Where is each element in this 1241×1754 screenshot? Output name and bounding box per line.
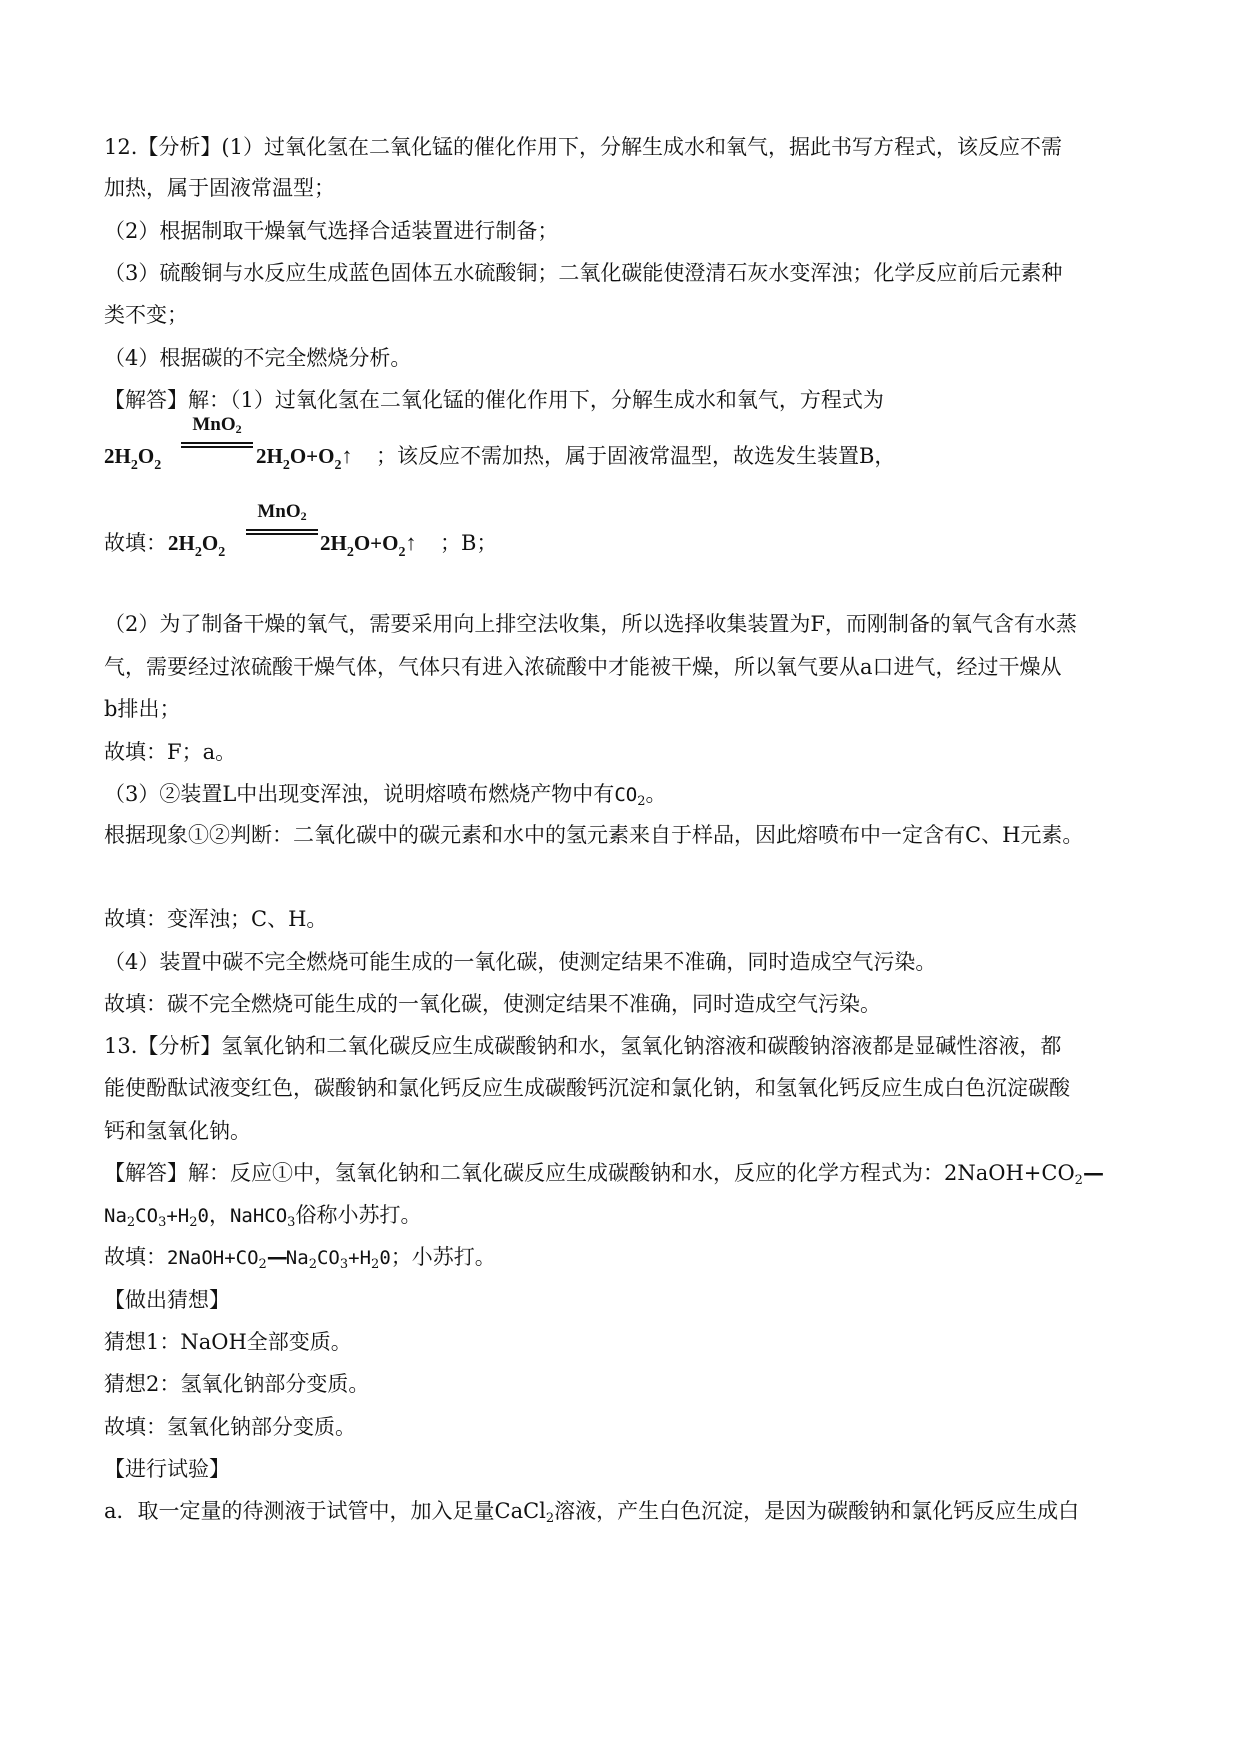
hypothesis-1: 猜想1：NaOH全部变质。 bbox=[104, 1330, 352, 1354]
q12-line-12: （3）②装置L中出现变浑浊，说明熔喷布燃烧产物中有$CO_2$。 bbox=[104, 782, 667, 809]
q12-line-16: 故填：碳不完全燃烧可能生成的一氧化碳，使测定结果不准确，同时造成空气污染。 bbox=[104, 992, 881, 1016]
equation-2-products: $2H_2O+O_2↑$ bbox=[320, 530, 417, 560]
q12-line-2: 加热，属于固液常温型； bbox=[104, 176, 335, 200]
hypothesis-2: 猜想2：氢氧化钠部分变质。 bbox=[104, 1372, 370, 1396]
q12-line-4: （3）硫酸铜与水反应生成蓝色固体五水硫酸铜；二氧化碳能使澄清石灰水变浑浊；化学反应前后元素种 bbox=[104, 261, 1063, 285]
answer-label: 故填： bbox=[104, 531, 167, 555]
q12-line-9: 气，需要经过浓硫酸干燥气体，气体只有进入浓硫酸中才能被干燥，所以氧气要从a口进气，经过干燥从 bbox=[104, 655, 1062, 679]
q13-line-5: $Na_2CO_3+H_20$，NaHCO$_3$俗称小苏打。 bbox=[104, 1203, 422, 1230]
q12-line-10: b排出； bbox=[104, 697, 181, 721]
q13-line-1: 13.【分析】氢氧化钠和二氧化碳反应生成碳酸钠和水，氢氧化钠溶液和碳酸钠溶液都是显碱性溶液，都 bbox=[104, 1034, 1062, 1058]
q13-line-6: 故填：$2NaOH+CO_2—Na_2CO_3+H_20$；小苏打。 bbox=[104, 1244, 496, 1272]
hypothesis-answer: 故填：氢氧化钠部分变质。 bbox=[104, 1415, 356, 1439]
q13-line-2: 能使酚酞试液变红色，碳酸钠和氯化钙反应生成碳酸钙沉淀和氯化钠，和氢氧化钙反应生成白色沉淀碳酸 bbox=[104, 1076, 1070, 1100]
q12-line-14: 故填：变浑浊；C、H。 bbox=[104, 907, 328, 931]
equation-2: $2H_2O_2$ bbox=[168, 531, 226, 560]
catalyst-mno2-1: MnO2 bbox=[181, 414, 253, 448]
q12-line-1: 12.【分析】(1）过氧化氢在二氧化锰的催化作用下，分解生成水和氧气，据此书写方程式，该反应不需 bbox=[104, 135, 1062, 159]
section-heading-experiment: 【进行试验】 bbox=[104, 1457, 230, 1481]
q12-line-8: （2）为了制备干燥的氧气，需要采用向上排空法收集，所以选择收集装置为F，而刚制备的氧气含有水蒸 bbox=[104, 612, 1077, 636]
gas-arrow-icon: ↑ bbox=[405, 530, 417, 555]
q13-line-4: 【解答】解：反应①中，氢氧化钠和二氧化碳反应生成碳酸钠和水，反应的化学方程式为：$2NaOH+CO_2—$ bbox=[104, 1160, 1102, 1188]
q13-line-3: 钙和氢氧化钠。 bbox=[104, 1119, 251, 1143]
equation-1-note: ；该反应不需加热，属于固液常温型，故选发生装置B， bbox=[376, 444, 896, 468]
q12-line-3: （2）根据制取干燥氧气选择合适装置进行制备； bbox=[104, 219, 559, 243]
experiment-step-a: a．取一定量的待测液于试管中，加入足量CaCl$_2$溶液，产生白色沉淀，是因为碳酸钠和氯化钙反应生成白 bbox=[104, 1499, 1080, 1526]
q12-line-15: （4）装置中碳不完全燃烧可能生成的一氧化碳，使测定结果不准确，同时造成空气污染。 bbox=[104, 950, 937, 974]
gas-arrow-icon: ↑ bbox=[341, 443, 353, 468]
equation-2-answer: ；B； bbox=[440, 531, 498, 555]
q12-line-5: 类不变； bbox=[104, 303, 188, 327]
equation-1: $2H_2O_2$ bbox=[104, 444, 162, 473]
q12-line-7: 【解答】解：（1）过氧化氢在二氧化锰的催化作用下，分解生成水和氧气，方程式为 bbox=[104, 388, 884, 412]
equation-1-products: $2H_2O+O_2↑$ bbox=[256, 443, 353, 473]
q12-line-6: （4）根据碳的不完全燃烧分析。 bbox=[104, 346, 412, 370]
q12-line-11: 故填：F；a。 bbox=[104, 740, 237, 764]
section-heading-hypothesis: 【做出猜想】 bbox=[104, 1288, 230, 1312]
catalyst-mno2-2: MnO2 bbox=[246, 501, 318, 535]
q12-line-13: 根据现象①②判断：二氧化碳中的碳元素和水中的氢元素来自于样品，因此熔喷布中一定含有C、H元素。 bbox=[104, 823, 1084, 847]
